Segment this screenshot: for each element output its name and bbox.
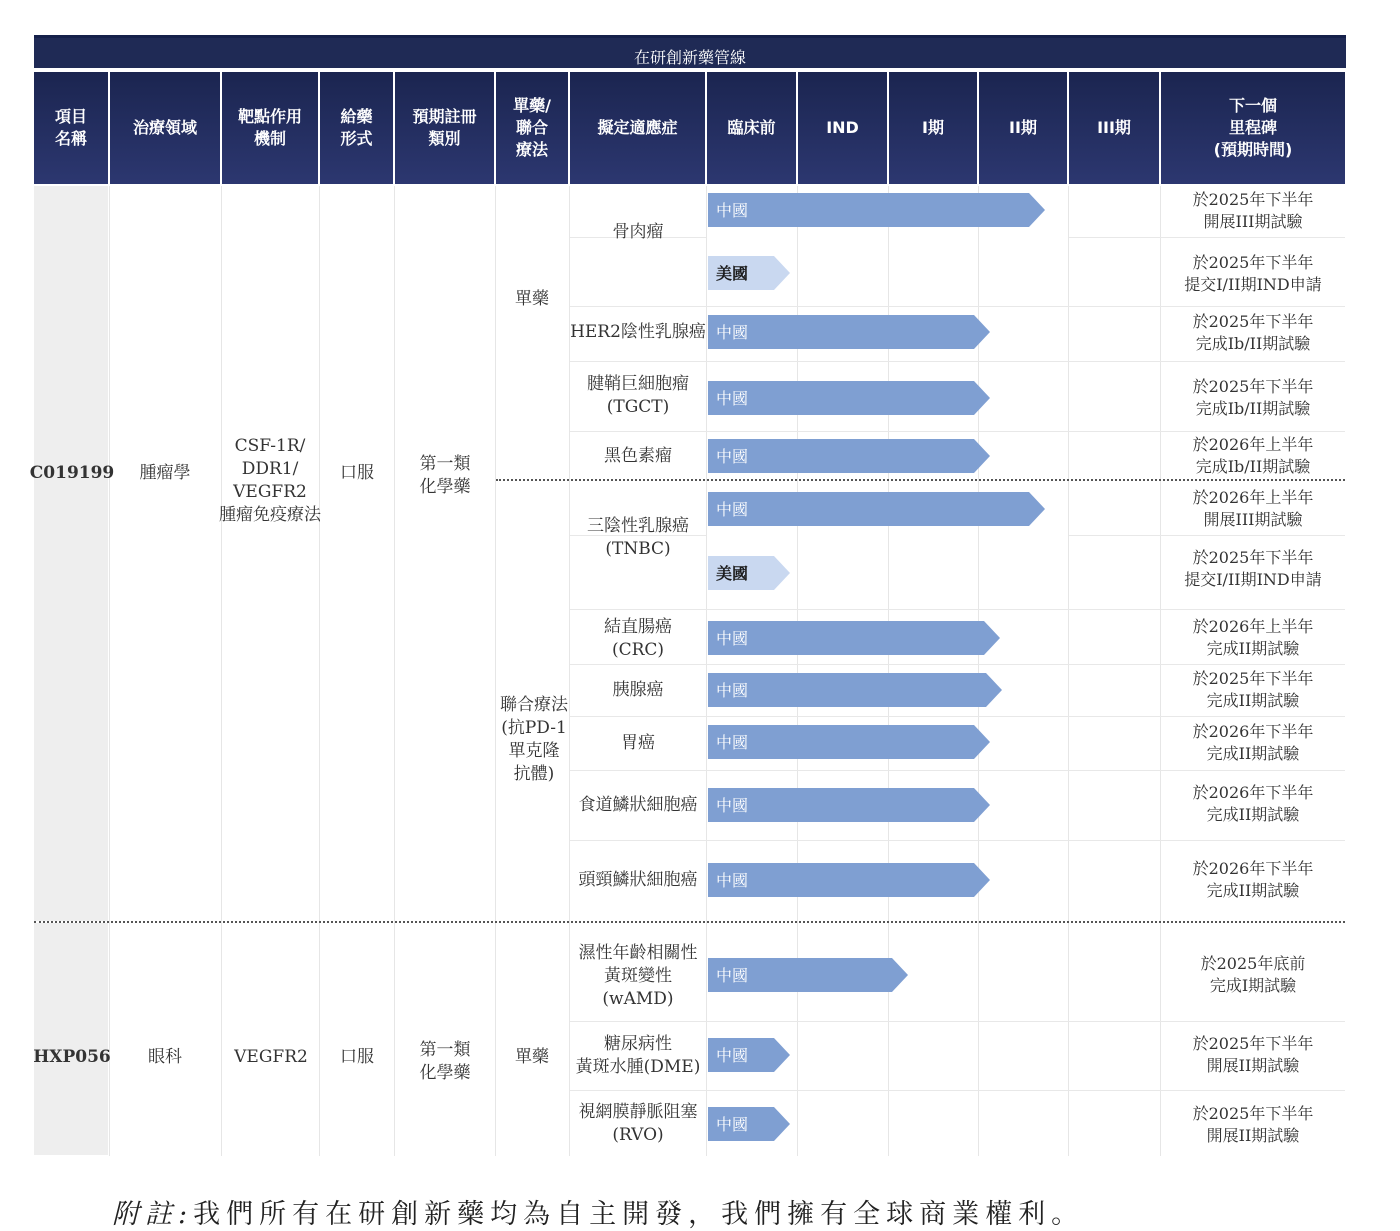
progress-bar — [708, 725, 990, 759]
bar-region-label: 中國 — [716, 1115, 749, 1134]
registration-category: 第一類 化學藥 — [419, 1040, 471, 1083]
bar-region-label: 中國 — [716, 681, 749, 700]
indication: 腱鞘巨細胞瘤 (TGCT) — [587, 374, 689, 417]
therapy-type: 聯合療法 (抗PD-1 單克隆 抗體) — [500, 695, 568, 784]
therapeutic-area: 眼科 — [148, 1046, 182, 1067]
bar-region-label: 中國 — [716, 389, 749, 408]
milestone: 於2026年下半年 完成II期試驗 — [1192, 783, 1314, 824]
header-mono-combo-therapy: 單藥/ 聯合 療法 — [496, 72, 568, 184]
indication: 胰腺癌 — [612, 679, 664, 700]
therapy-type: 單藥 — [515, 1046, 549, 1067]
milestone: 於2026年下半年 完成II期試驗 — [1192, 859, 1314, 900]
header-administration-route: 給藥 形式 — [320, 72, 393, 184]
header-stage-preclinical: 臨床前 — [707, 72, 796, 184]
project-name: C019199 — [29, 462, 115, 483]
target-mechanism: VEGFR2 — [234, 1046, 308, 1067]
bar-region-label: 中國 — [716, 629, 749, 648]
indication: 黑色素瘤 — [604, 445, 672, 466]
footnote-prefix: 附註: — [112, 1199, 194, 1230]
progress-bar — [708, 315, 990, 349]
indication: 頭頸鱗狀細胞癌 — [578, 869, 698, 890]
milestone: 於2025年下半年 完成II期試驗 — [1192, 669, 1314, 710]
bar-region-label: 中國 — [716, 323, 749, 342]
progress-bar — [708, 439, 990, 473]
indication: 視網膜靜脈阻塞 (RVO) — [578, 1102, 698, 1145]
header-target-mechanism: 靶點作用 機制 — [222, 72, 318, 184]
indication: 結直腸癌 (CRC) — [604, 617, 672, 660]
registration-category: 第一類 化學藥 — [419, 454, 471, 497]
indication: HER2陰性乳腺癌 — [570, 321, 706, 342]
milestone: 於2026年下半年 完成II期試驗 — [1192, 722, 1314, 763]
bar-region-label: 美國 — [716, 564, 749, 583]
bar-region-label: 中國 — [716, 796, 749, 815]
footnote — [112, 1192, 1084, 1231]
milestone: 於2026年上半年 完成Ib/II期試驗 — [1192, 435, 1314, 476]
header-project-name: 項目 名稱 — [34, 72, 108, 184]
indication: 胃癌 — [621, 732, 655, 753]
header-stage-phase1: I期 — [889, 72, 977, 184]
pipeline-title: 在研創新藥管線 — [34, 35, 1346, 68]
header-therapeutic-area: 治療領域 — [110, 72, 220, 184]
milestone: 於2025年下半年 提交I/II期IND申請 — [1184, 548, 1322, 589]
target-mechanism: CSF-1R/ DDR1/ VEGFR2 腫瘤免疫療法 — [219, 436, 321, 525]
progress-bar — [708, 381, 990, 415]
indication: 食道鱗狀細胞癌 — [578, 794, 698, 815]
milestone: 於2025年下半年 開展II期試驗 — [1192, 1034, 1314, 1075]
bar-region-label: 中國 — [716, 500, 749, 519]
header-stage-phase3: III期 — [1069, 72, 1159, 184]
indication: 糖尿病性 黃斑水腫(DME) — [575, 1034, 701, 1077]
milestone: 於2026年上半年 開展III期試驗 — [1192, 488, 1314, 529]
administration-route: 口服 — [340, 462, 374, 483]
therapeutic-area: 腫瘤學 — [139, 462, 191, 483]
progress-bar — [708, 492, 1045, 526]
milestone: 於2025年下半年 完成Ib/II期試驗 — [1192, 312, 1314, 353]
bar-region-label: 中國 — [716, 966, 749, 985]
footnote-text: 我們所有在研創新藥均為自主開發，我們擁有全球商業權利。 — [193, 1199, 1085, 1230]
header-registration-category: 預期註冊 類別 — [395, 72, 494, 184]
progress-bar — [708, 788, 990, 822]
indication: 濕性年齡相關性 黃斑變性 (wAMD) — [578, 942, 698, 1009]
header-stage-phase2: II期 — [979, 72, 1067, 184]
bar-region-label: 中國 — [716, 871, 749, 890]
progress-bar — [708, 621, 1000, 655]
milestone: 於2025年下半年 開展II期試驗 — [1192, 1104, 1314, 1145]
bar-region-label: 中國 — [716, 733, 749, 752]
milestone: 於2025年底前 完成I期試驗 — [1200, 954, 1306, 995]
administration-route: 口服 — [340, 1046, 374, 1067]
bar-region-label: 中國 — [716, 201, 749, 220]
indication: 骨肉瘤 — [612, 221, 664, 242]
indication: 三陰性乳腺癌 (TNBC) — [587, 516, 689, 559]
milestone: 於2025年下半年 提交I/II期IND申請 — [1184, 253, 1322, 294]
bar-region-label: 中國 — [716, 447, 749, 466]
progress-bar — [708, 673, 1002, 707]
progress-bar — [708, 193, 1045, 227]
milestone: 於2025年下半年 完成Ib/II期試驗 — [1192, 377, 1314, 418]
progress-bar — [708, 863, 990, 897]
bar-region-label: 中國 — [716, 1046, 749, 1065]
bar-region-label: 美國 — [716, 264, 749, 283]
header-next-milestone: 下一個 里程碑 (預期時間) — [1161, 72, 1345, 184]
header-indication: 擬定適應症 — [570, 72, 705, 184]
header-stage-ind: IND — [798, 72, 887, 184]
milestone: 於2026年上半年 完成II期試驗 — [1192, 617, 1314, 658]
project-name: HXP056 — [33, 1046, 111, 1067]
milestone: 於2025年下半年 開展III期試驗 — [1192, 190, 1314, 231]
therapy-type: 單藥 — [515, 288, 549, 309]
